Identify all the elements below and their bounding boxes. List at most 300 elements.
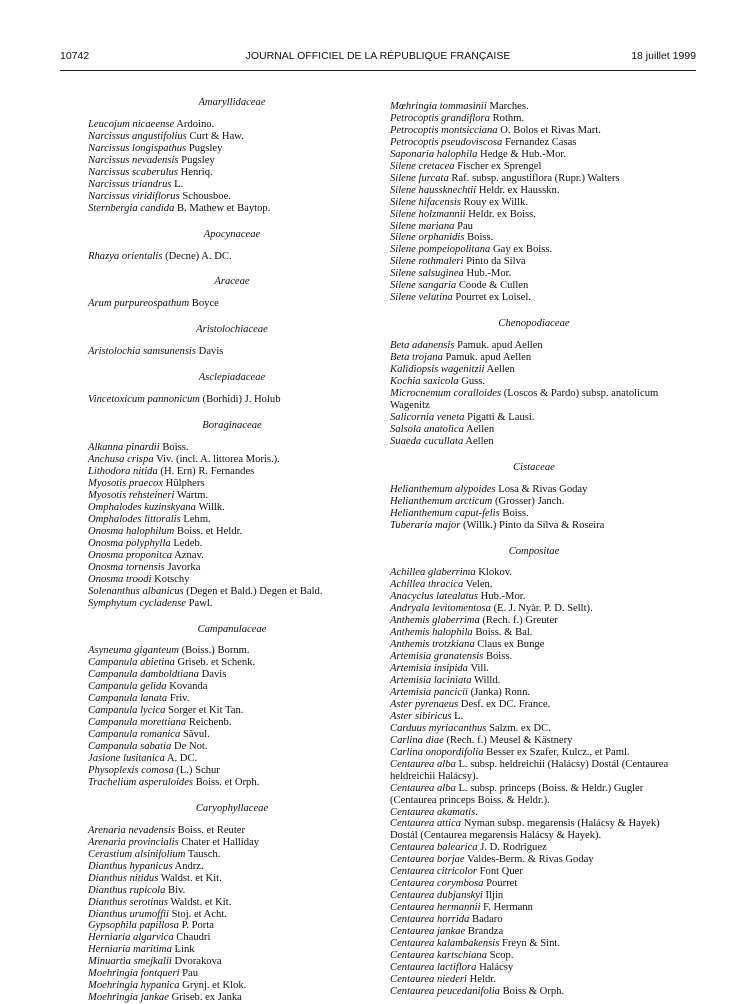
taxon-name: Onosma polyphylla — [88, 537, 171, 549]
species-entry — [390, 161, 678, 173]
species-entry — [88, 179, 376, 191]
taxon-author: Velen. — [463, 579, 493, 591]
taxon-name: Omphalodes kuzinskyana — [88, 501, 196, 513]
taxon-author: Raf. subsp. angustiflora (Rupr.) Walters — [448, 172, 620, 184]
species-entry — [390, 723, 678, 735]
taxon-author: Kotschy — [151, 573, 190, 585]
taxon-author: Heldr. — [467, 973, 496, 985]
taxon-name: Minuartia smejkalii — [88, 956, 172, 968]
taxon-author: Stoj. et Acht. — [168, 908, 227, 920]
taxon-name: Vincetoxicum pannonicum — [88, 394, 200, 406]
taxon-name: Centaurea niederi — [390, 973, 467, 985]
species-entry — [88, 956, 376, 968]
taxon-name: Silene rothmaleri — [390, 256, 464, 268]
taxon-author: Desf. ex DC. France. — [458, 698, 551, 710]
family-heading: Araceae — [214, 276, 250, 288]
family-heading: Chenopodiaceae — [498, 318, 570, 330]
taxon-author: Friv. — [167, 693, 190, 705]
taxon-author: Scop. — [487, 949, 514, 961]
taxon-author: Aellen — [484, 364, 515, 376]
species-entry — [88, 669, 376, 681]
taxon-name: Rhazya orientalis — [88, 250, 163, 262]
taxon-author: J. D. Rodriguez — [477, 842, 547, 854]
taxon-name: Narcissus nevadensis — [88, 154, 179, 166]
species-entry — [390, 280, 678, 292]
species-entry — [390, 268, 678, 280]
species-entry — [88, 729, 376, 741]
species-entry — [88, 526, 376, 538]
species-entry — [390, 209, 678, 221]
taxon-author: Hedge & Hub.-Mor. — [477, 148, 566, 160]
taxon-author: Davis — [196, 346, 224, 358]
species-entry — [390, 818, 678, 842]
taxon-name: Anthemis halophila — [390, 627, 473, 639]
species-entry — [390, 878, 678, 890]
species-entry — [390, 615, 678, 627]
taxon-author: Reichenb. — [186, 717, 232, 729]
species-entry — [390, 244, 678, 256]
species-entry — [390, 926, 678, 938]
taxon-author: (H. Ern) R. Fernandes — [157, 466, 255, 478]
species-entry — [88, 514, 376, 526]
species-entry — [88, 705, 376, 717]
species-entry — [88, 825, 376, 837]
taxon-author: O. Bolos et Rivas Mart. — [497, 124, 601, 136]
taxon-author: Badaro — [469, 914, 503, 926]
species-entry — [88, 562, 376, 574]
species-entry — [390, 352, 678, 364]
taxon-name: Centaurea horrida — [390, 914, 470, 926]
taxon-author: Link — [171, 944, 195, 956]
taxon-author: Ledeb. — [170, 537, 203, 549]
taxon-name: Carlina diae — [390, 734, 444, 746]
taxon-author: Aellen — [463, 423, 495, 435]
species-entry — [390, 759, 678, 783]
taxon-name: Anthemis trotzkiana — [390, 639, 475, 651]
species-entry — [88, 538, 376, 550]
taxon-author: Hub.-Mor. — [463, 268, 512, 280]
taxon-name: Arenaria provincialis — [88, 836, 179, 848]
species-entry — [88, 980, 376, 992]
species-entry — [88, 717, 376, 729]
species-entry — [88, 657, 376, 669]
species-entry — [88, 155, 376, 167]
taxon-name: Herniaria maritima — [88, 944, 172, 956]
species-entry — [88, 466, 376, 478]
taxon-name: Helianthemum arcticum — [390, 495, 493, 507]
species-entry — [390, 412, 678, 424]
species-entry — [88, 119, 376, 131]
taxon-name: Onosma halophilum — [88, 525, 175, 537]
taxon-author: Schousboe. — [179, 190, 231, 202]
taxon-name: Centaurea attica — [390, 818, 462, 830]
family-heading: Apocynaceae — [203, 228, 261, 240]
family-heading: Aristolochiaceae — [196, 324, 268, 336]
taxon-author: Săvul. — [180, 729, 210, 741]
taxon-name: Silene pompeiopolitana — [390, 244, 491, 256]
taxon-author: Vill. — [467, 663, 489, 675]
taxon-name: Carlina onopordifolia — [390, 746, 484, 758]
taxon-author: Willk. — [195, 501, 225, 513]
taxon-name: Centaurea citricolor — [390, 866, 477, 878]
taxon-name: Petrocoptis grandiflora — [390, 112, 490, 124]
species-entry — [88, 968, 376, 980]
taxon-author: Waldst. et Kit. — [158, 872, 222, 884]
species-entry — [390, 938, 678, 950]
taxon-author: Boyce — [189, 298, 219, 310]
species-entry — [88, 251, 376, 263]
taxon-author: Pugsley — [178, 154, 215, 166]
taxon-name: Dianthus serotinus — [88, 896, 168, 908]
species-entry — [88, 849, 376, 861]
taxon-name: Leucojum nicaeense — [88, 118, 175, 130]
species-entry — [88, 741, 376, 753]
species-entry — [390, 974, 678, 986]
taxon-author: A. DC. — [164, 753, 198, 765]
species-entry — [390, 101, 678, 113]
taxon-name: Centaurea lactiflora — [390, 961, 477, 973]
taxon-author: (L.) Schur — [173, 764, 220, 776]
species-entry — [390, 986, 678, 998]
taxon-author: Wartm. — [174, 489, 209, 501]
taxon-author: Pau — [179, 968, 199, 980]
taxon-name: Narcissus scaberulus — [88, 166, 178, 178]
taxon-author: L. — [451, 710, 464, 722]
taxon-name: Campanula abietina — [88, 657, 175, 669]
species-entry — [88, 645, 376, 657]
family-heading: Boraginaceae — [202, 420, 262, 432]
species-entry — [390, 902, 678, 914]
species-entry — [390, 424, 678, 436]
taxon-author: Pourret ex Loisel. — [452, 292, 531, 304]
taxon-name: Kalidiopsis wagenitzii — [390, 364, 485, 376]
species-entry — [390, 914, 678, 926]
taxon-name: Centaurea balearica — [390, 842, 478, 854]
species-entry — [88, 586, 376, 598]
taxon-name: Anthemis glaberrima — [390, 615, 480, 627]
species-entry — [88, 681, 376, 693]
species-entry — [390, 675, 678, 687]
species-entry — [390, 890, 678, 902]
taxon-name: Campanula gelida — [88, 681, 167, 693]
species-entry — [390, 663, 678, 675]
species-entry — [88, 598, 376, 610]
taxon-name: Beta trojana — [390, 352, 443, 364]
taxon-name: Narcissus longispathus — [88, 142, 187, 154]
taxon-author: Waldst. et Kit. — [167, 896, 232, 908]
taxon-name: Silene cretacea — [390, 160, 455, 172]
taxon-name: Physoplexis comosa — [88, 764, 174, 776]
taxon-name: Silene haussknechtii — [390, 184, 477, 196]
taxon-author: Davis — [198, 669, 227, 681]
species-entry — [390, 496, 678, 508]
taxon-author: (Willk.) Pinto da Silva & Roseira — [460, 519, 605, 531]
species-entry — [88, 837, 376, 849]
taxon-name: Silene orphanidis — [390, 232, 465, 244]
taxon-author: L. — [171, 178, 184, 190]
taxon-name: Aristolochia samsunensis — [88, 346, 197, 358]
journal-title: JOURNAL OFFICIEL DE LA RÉPUBLIQUE FRANÇAISE — [245, 50, 511, 62]
taxon-author: Chater et Halliday — [178, 836, 260, 848]
taxon-author: Hub.-Mor. — [477, 591, 526, 603]
taxon-name: Trachelium asperuloides — [88, 776, 194, 788]
taxon-author: (Loscos & Pardo) subsp. anatolicum Wagenitz — [390, 387, 659, 411]
taxon-author: . — [475, 806, 478, 818]
species-entry — [390, 137, 678, 149]
species-entry — [390, 340, 678, 352]
taxon-author: Salzm. ex DC. — [486, 722, 551, 734]
taxon-author: Boiss. — [464, 232, 494, 244]
species-entry — [390, 747, 678, 759]
taxon-name: Campanula lanata — [88, 693, 168, 705]
taxon-name: Campanula romanica — [88, 729, 181, 741]
species-entry — [390, 783, 678, 807]
taxon-name: Silene salsuginea — [390, 268, 464, 280]
species-entry — [88, 550, 376, 562]
taxon-name: Sternbergia candida — [88, 202, 175, 214]
taxon-author: De Not. — [171, 741, 208, 753]
taxon-name: Silene hifacensis — [390, 196, 461, 208]
taxon-name: Silene velutina — [390, 292, 453, 304]
taxon-author: Chaudri — [173, 932, 211, 944]
species-entry — [390, 866, 678, 878]
taxon-name: Lithodora nitida — [88, 466, 158, 478]
species-entry — [88, 944, 376, 956]
taxon-name: Campanula lycica — [88, 705, 166, 717]
taxon-author: Klokov. — [475, 567, 513, 579]
taxon-name: Silene furcata — [390, 172, 449, 184]
taxon-name: Helianthemum alypoides — [390, 483, 496, 495]
taxon-author: P. Porta — [178, 920, 214, 932]
species-entry — [88, 167, 376, 179]
species-entry — [390, 292, 678, 304]
taxon-name: Kochia saxicola — [390, 376, 459, 388]
species-entry — [88, 753, 376, 765]
taxon-name: Centaurea hermannii — [390, 902, 481, 914]
taxon-author: L. subsp. princeps (Boiss. & Heldr.) Gugler (Centaurea princeps Boiss. & Heldr.). — [390, 782, 644, 806]
species-entry — [390, 807, 678, 819]
taxon-author: (Boiss.) Bornm. — [178, 645, 250, 657]
species-entry — [390, 950, 678, 962]
taxon-name: Myosotis rehsteineri — [88, 489, 175, 501]
taxon-name: Aster pyrenaeus — [390, 698, 459, 710]
taxon-name: Andryala levitomentosa — [390, 603, 491, 615]
taxon-name: Cerastium alsinifolium — [88, 848, 186, 860]
species-entry — [390, 962, 678, 974]
species-entry — [390, 185, 678, 197]
family-heading: Caryophyllaceae — [195, 802, 269, 814]
species-entry — [390, 603, 678, 615]
taxon-author: Freyn & Sint. — [499, 938, 560, 949]
taxon-author: Heldr. ex Hausskn. — [476, 184, 560, 196]
taxon-author: (E. J. Nyàr. P. D. Sellt). — [490, 603, 593, 615]
page-number: 10742 — [60, 50, 90, 62]
taxon-author: (Borhidi) J. Holub — [199, 394, 281, 406]
taxon-name: Centaurea peucedanifolia — [390, 985, 500, 997]
taxon-name: Centaurea jankae — [390, 926, 466, 938]
taxon-name: Tuberaria major — [390, 519, 461, 531]
species-entry — [88, 490, 376, 502]
taxon-author: Boiss. et Orph. — [193, 776, 260, 788]
taxon-name: Myosotis praecox — [88, 478, 164, 490]
taxon-author: Javorka — [164, 561, 201, 573]
species-entry — [88, 454, 376, 466]
taxon-author: (Decne) A. DC. — [162, 250, 232, 262]
taxon-name: Onosma tornensis — [88, 561, 165, 573]
taxon-author: Boiss. — [159, 442, 189, 454]
taxon-name: Herniaria algarvica — [88, 932, 174, 944]
taxon-author: Pourret — [483, 878, 518, 890]
taxon-author: Guss. — [458, 376, 486, 388]
species-entry — [88, 693, 376, 705]
species-entry — [88, 777, 376, 789]
taxon-author: Tausch. — [185, 848, 221, 860]
species-entry — [390, 113, 678, 125]
taxon-author: Claus ex Bunge — [474, 639, 545, 651]
taxon-name: Moehringia fontqueri — [88, 968, 180, 980]
species-entry — [390, 173, 678, 185]
taxon-author: Grynj. et Klok. — [179, 980, 247, 992]
taxon-name: Achillea glaberrima — [390, 567, 476, 579]
taxon-name: Anchusa crispa — [88, 454, 154, 466]
taxon-name: Centaurea akamatis — [390, 806, 476, 818]
species-entry — [390, 256, 678, 268]
taxon-author: Boiss. et Reuter — [175, 824, 246, 836]
taxon-name: Symphytum cycladense — [88, 597, 186, 609]
taxon-name: Moehringia hypanica — [88, 980, 180, 992]
species-entry — [390, 364, 678, 376]
species-entry — [88, 873, 376, 885]
species-entry — [88, 861, 376, 873]
species-entry — [88, 920, 376, 932]
taxon-author: Ardoino. — [174, 118, 215, 130]
taxon-author: Besser ex Szafer, Kulcz., et Paml. — [483, 746, 630, 758]
taxon-name: Campanula morettiana — [88, 717, 187, 729]
species-entry — [88, 909, 376, 921]
taxon-author: Pau — [454, 220, 473, 232]
species-entry — [390, 197, 678, 209]
family-heading: Cistaceae — [513, 461, 555, 473]
taxon-author: Gay ex Boiss. — [490, 244, 553, 256]
taxon-author: Aellen — [463, 435, 494, 447]
taxon-name: Narcissus angustifolius — [88, 130, 187, 142]
taxon-author: Brandza — [465, 926, 504, 938]
species-entry — [88, 442, 376, 454]
taxon-author: Hülphers — [163, 478, 205, 490]
taxon-name: Achillea thracica — [390, 579, 464, 591]
taxon-name: Aster sibiricus — [390, 710, 452, 722]
taxon-author: Fernandez Casas — [502, 136, 577, 148]
taxon-name: Campanula damboldtiana — [88, 669, 199, 681]
species-entry — [390, 520, 678, 532]
taxon-name: Arenaria nevadensis — [88, 824, 175, 836]
taxon-name: Centaurea kalambakensis — [390, 938, 500, 949]
taxon-name: Saponaria halophila — [390, 148, 478, 160]
family-heading: Compositae — [508, 545, 560, 557]
species-entry — [390, 842, 678, 854]
taxon-author: Pamuk. apud Aellen — [442, 352, 532, 364]
species-entry — [390, 436, 678, 448]
species-entry — [390, 639, 678, 651]
taxon-name: Salicornia veneta — [390, 411, 465, 423]
species-entry — [390, 651, 678, 663]
taxon-name: Centaurea alba — [390, 782, 456, 794]
species-entry — [390, 627, 678, 639]
taxon-name: Centaurea borjae — [390, 854, 465, 866]
species-entry — [88, 932, 376, 944]
species-entry — [88, 478, 376, 490]
publication-date: 18 juillet 1999 — [631, 50, 696, 62]
taxon-name: Arum purpureospathum — [88, 298, 190, 310]
taxon-author: Marches. — [486, 101, 529, 112]
taxon-author: Lehm. — [180, 513, 211, 525]
taxon-name: Jasione lusitanica — [88, 753, 165, 765]
taxon-author: Dvorakova — [171, 956, 222, 968]
taxon-author: Pamuk. apud Aellen — [454, 340, 543, 352]
taxon-author: Viv. (incl. A. littorea Moris.). — [153, 454, 280, 466]
family-heading: Asclepiadaceae — [198, 372, 266, 384]
taxon-name: Centaurea corymbosa — [390, 878, 484, 890]
taxon-name: Petrocoptis pseudoviscosa — [390, 136, 503, 148]
taxon-name: Gypsophila papillosa — [88, 920, 179, 932]
taxon-name: Centaurea kartschiana — [390, 949, 487, 961]
taxon-author: (Grosser) Janch. — [492, 495, 565, 507]
species-entry — [390, 699, 678, 711]
taxon-name: Artemisia laciniata — [390, 675, 472, 687]
taxon-name: Alkanna pinardii — [88, 442, 160, 454]
family-heading: Amaryllidaceae — [198, 97, 266, 108]
taxon-author: Curt & Haw. — [186, 130, 244, 142]
taxon-author: (Janka) Ronn. — [467, 686, 531, 698]
species-entry — [88, 885, 376, 897]
taxon-author: Henriq. — [177, 166, 213, 178]
right-column — [390, 101, 678, 998]
species-entry — [390, 735, 678, 747]
species-entry — [88, 897, 376, 909]
taxon-author: Rothm. — [489, 112, 525, 124]
species-entry — [88, 191, 376, 203]
taxon-author: Biv. — [165, 884, 186, 896]
taxon-name: Artemisia insipida — [390, 663, 468, 675]
taxon-author: Willd. — [471, 675, 501, 687]
species-entry — [390, 388, 678, 412]
header-rule — [60, 70, 696, 71]
taxon-name: Microcnemum coralloides — [390, 387, 502, 399]
species-entry — [390, 484, 678, 496]
taxon-name: Narcissus triandrus — [88, 178, 172, 190]
species-entry — [390, 591, 678, 603]
species-entry — [88, 765, 376, 777]
species-entry — [390, 711, 678, 723]
species-entry — [390, 567, 678, 579]
taxon-name: Centaurea dubjanskyi — [390, 890, 483, 902]
taxon-name: Salsola anatolica — [390, 423, 464, 435]
taxon-author: Aznav. — [172, 549, 204, 561]
species-entry — [88, 502, 376, 514]
taxon-author: Fischer ex Sprengel — [454, 160, 542, 172]
taxon-name: Narcissus viridiflorus — [88, 190, 180, 202]
species-entry — [88, 143, 376, 155]
taxon-author: Andrz. — [172, 860, 204, 872]
taxon-author: Rouy ex Willk. — [460, 196, 528, 208]
species-entry — [390, 687, 678, 699]
taxon-name: Suaeda cucullata — [390, 435, 464, 447]
taxon-name: Anacyclus latealatus — [390, 591, 478, 603]
taxon-author: Boiss. — [483, 651, 513, 663]
species-entry — [88, 394, 376, 406]
taxon-author: Valdes-Berm. & Rivas Goday — [464, 854, 594, 866]
species-entry — [390, 579, 678, 591]
